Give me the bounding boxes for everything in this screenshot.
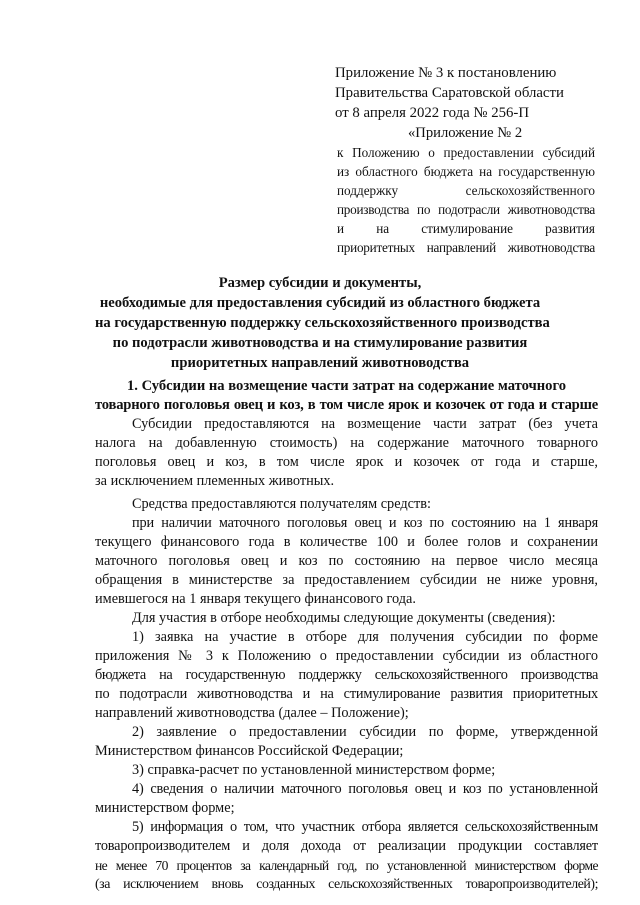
text-line: 4) сведения о наличии маточного поголовья овец и коз по установленной [132,781,598,797]
paragraph [95,415,598,491]
heading-line: 1. Субсидии на возмещение части затрат на содержание маточного [126,378,567,394]
paragraph [95,495,598,514]
paragraph [95,514,598,609]
text-line: имевшегося на 1 января текущего финансового года. [95,591,416,607]
text-line: налога на добавленную стоимость) на содержание маточного товарного [95,435,598,451]
header-line: и на стимулирование развития [337,221,595,236]
text-line: не менее 70 процентов за календарный год, по установленной министерством форме [95,858,598,873]
header-line: Приложение № 3 к постановлению [335,65,557,81]
header-line: к Положению о предоставлении субсидий [337,145,595,160]
text-line: Для участия в отборе необходимы следующие документы (сведения): [132,610,556,626]
appendix-2-header [337,124,595,257]
text-line: бюджета на государственную поддержку сельскохозяйственного производства [95,667,598,683]
section-1-heading [95,377,598,415]
header-line: от 8 апреля 2022 года № 256-П [335,105,529,121]
text-line: товаропроизводителем и доля дохода от реализации продукции составляет [95,838,598,854]
title-line: Размер субсидии и документы, [218,275,422,291]
header-line: поддержку сельскохозяйственного [337,183,595,198]
paragraph [95,628,598,723]
heading-line: товарного поголовья овец и коз, в том числе ярок и козочек от года и старше [95,397,598,413]
header-line: производства по подотрасли животноводства [337,202,595,217]
text-line: по подотрасли животноводства и на стимулирование развития приоритетных [95,686,598,702]
paragraph [95,609,598,628]
text-line: 3) справка-расчет по установленной министерством форме; [132,762,496,778]
text-line: приложения № 3 к Положению о предоставлении субсидии из областного [95,648,598,664]
title-line: по подотрасли животноводства и на стимулирование развития [112,335,528,351]
section-1-body [95,415,598,894]
text-line: Средства предоставляются получателям средств: [132,496,431,512]
text-line: министерством форме; [95,800,235,816]
text-line: направлений животноводства (далее – Положение); [95,705,409,721]
appendix-3-header [335,63,595,123]
text-line: текущего финансового года в количестве 100 и более голов и сохранении [95,534,598,550]
text-line: 5) информация о том, что участник отбора является сельскохозяйственным [132,819,598,835]
title-line: на государственную поддержку сельскохозяйственного производства [95,315,550,331]
paragraph [95,780,598,818]
text-line: за исключением племенных животных. [95,473,335,489]
text-line: 2) заявление о предоставлении субсидии по форме, утвержденной [132,724,598,740]
text-line: маточного поголовья овец и коз по состоянию на первое число месяца [95,553,598,569]
text-line: Субсидии предоставляются на возмещение части затрат (без учета [132,416,598,432]
text-line: (за исключением вновь созданных сельскохозяйственных товаропроизводителей); [95,877,598,892]
title-line: приоритетных направлений животноводства [170,355,470,371]
header-line: из областного бюджета на государственную [337,164,595,179]
text-line: 1) заявка на участие в отборе для получения субсидии по форме [132,629,598,645]
text-line: поголовья овец и коз, в том числе ярок и козочек от года и старше, [95,454,598,470]
header-line: приоритетных направлений животноводства [337,240,595,255]
paragraph [95,723,598,761]
title-line: необходимые для предоставления субсидий из областного бюджета [99,295,541,311]
document-title [95,273,550,373]
header-line: «Приложение № 2 [408,125,523,141]
text-line: при наличии маточного поголовья овец и коз по состоянию на 1 января [132,515,598,531]
text-line: Министерством финансов Российской Федерации; [95,743,404,759]
header-line: Правительства Саратовской области [335,85,564,101]
text-line: обращения в министерстве за предоставлением субсидии не ниже уровня, [95,572,598,588]
paragraph [95,761,598,780]
paragraph [95,818,598,894]
